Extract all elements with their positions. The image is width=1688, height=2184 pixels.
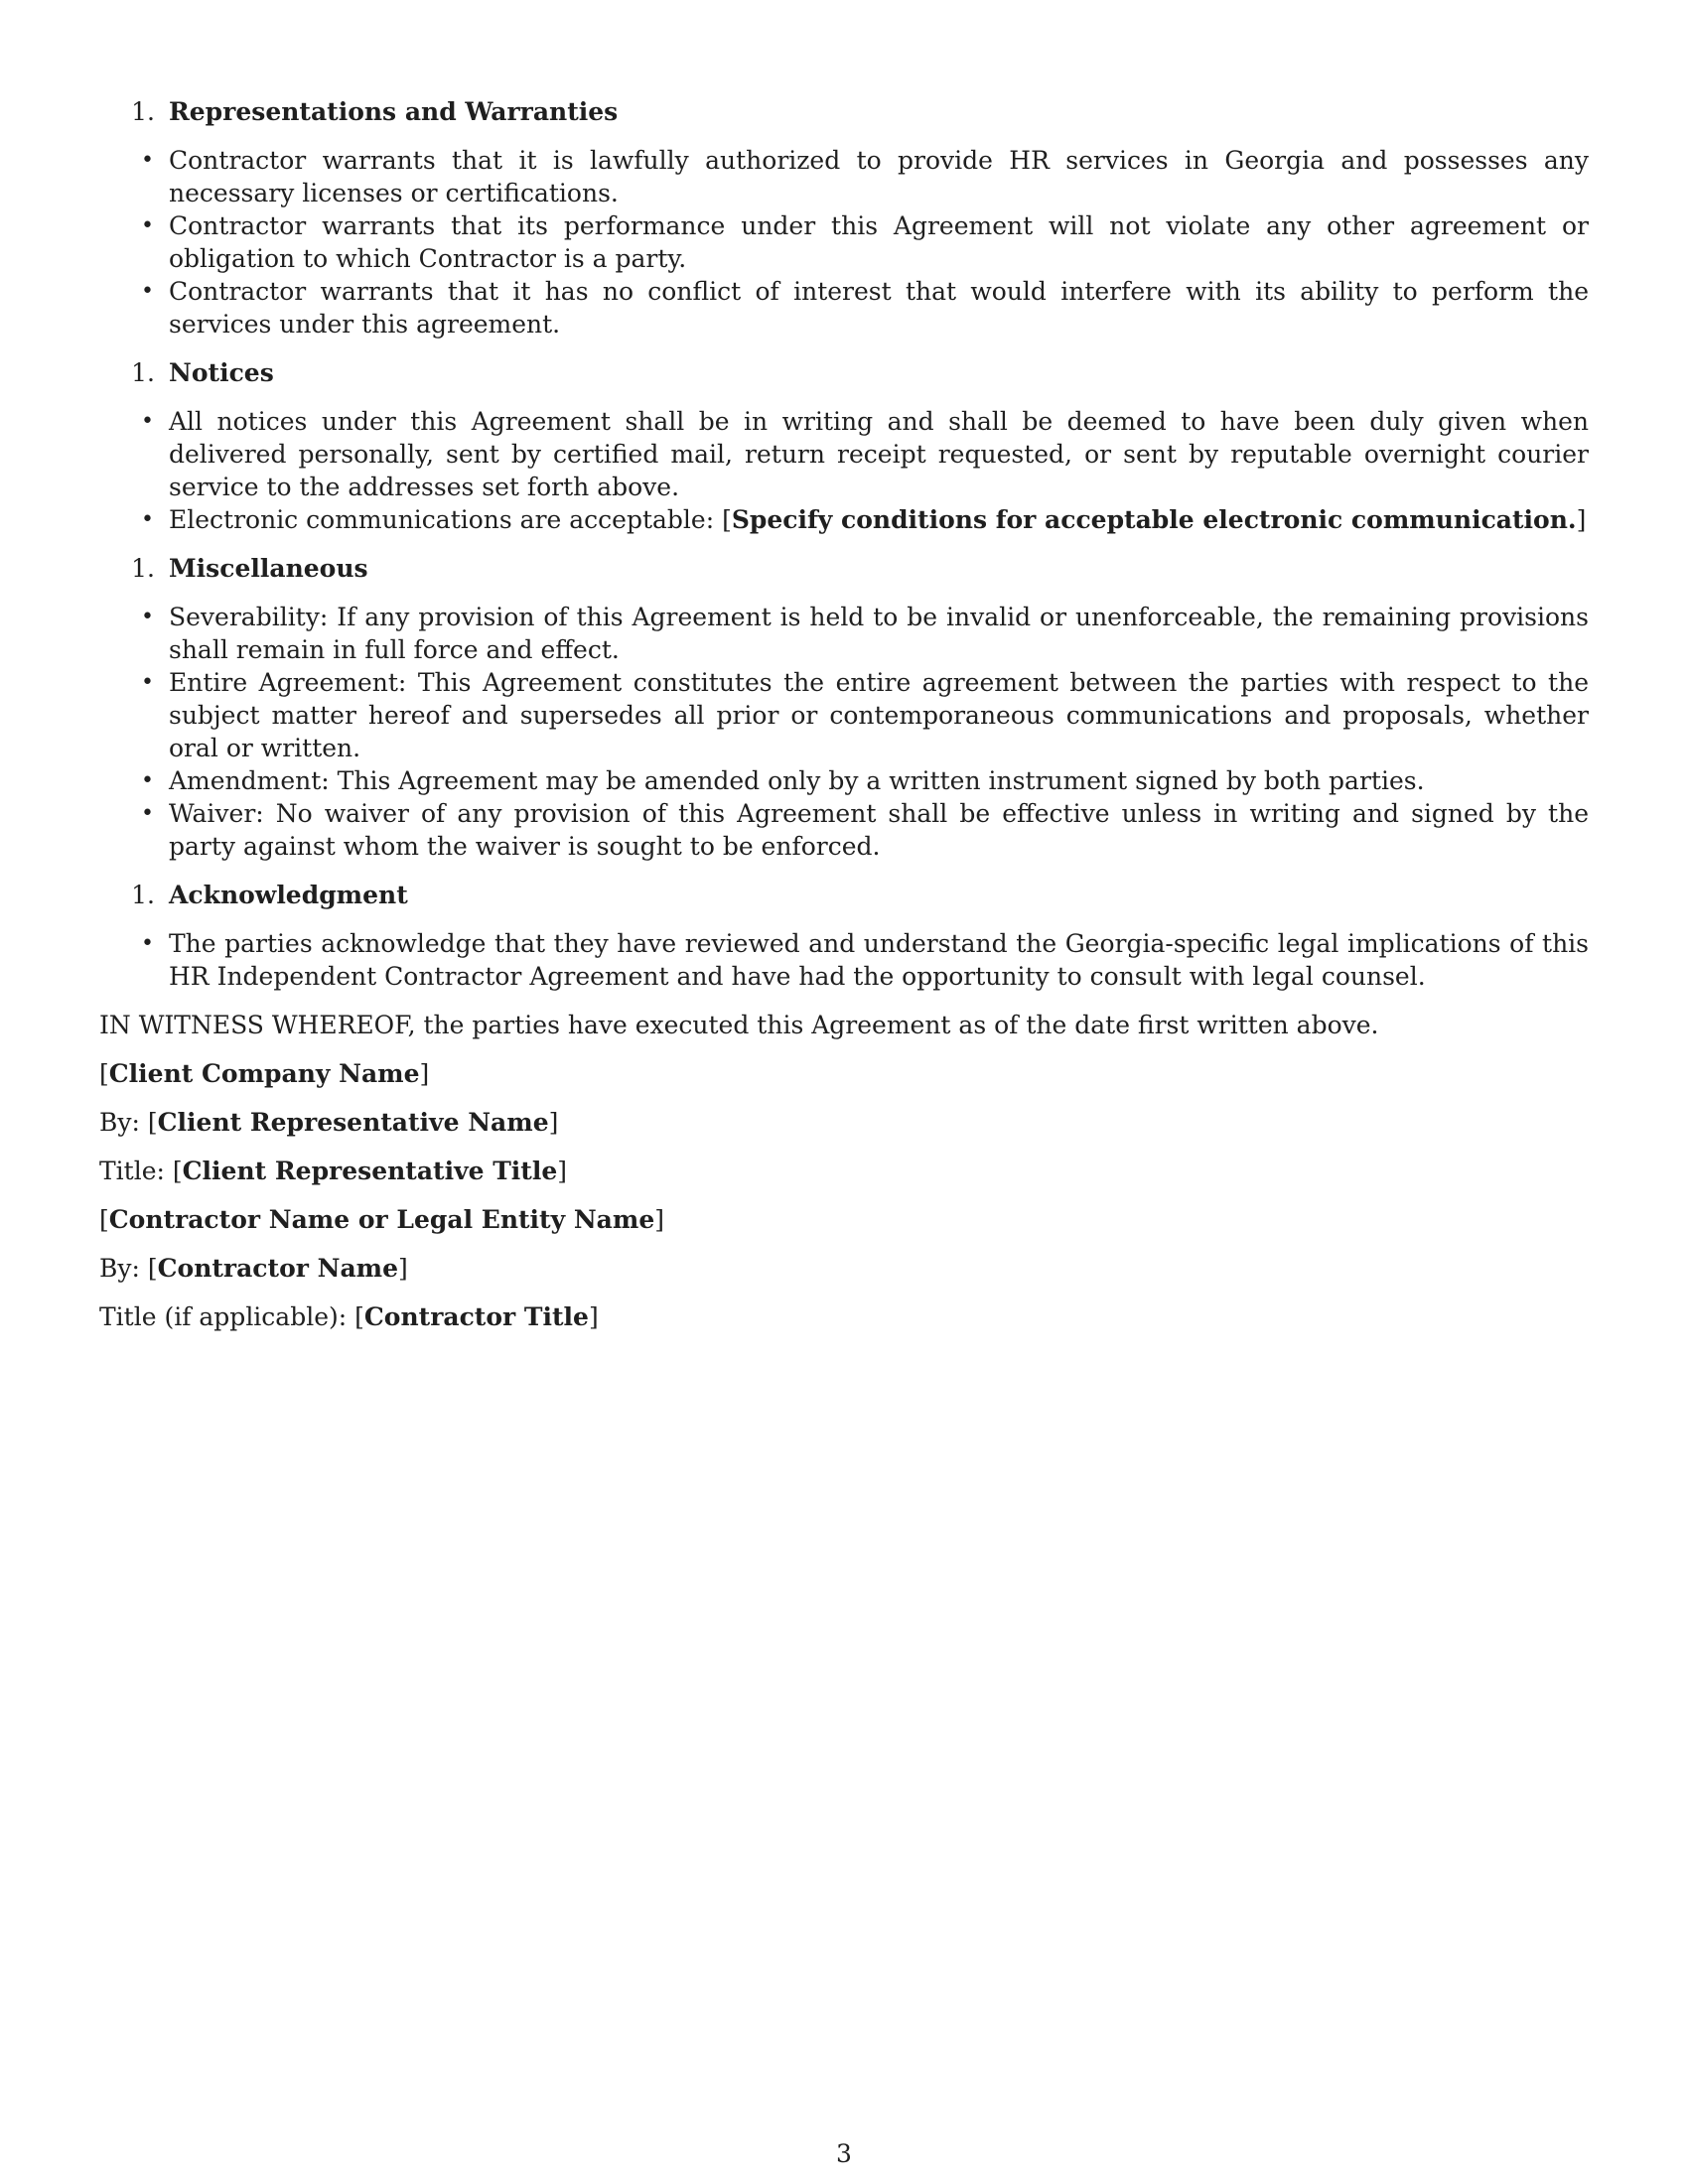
section-number: 1. <box>131 554 155 583</box>
bullet-icon: • <box>141 213 154 238</box>
client-by-line: By: [Client Representative Name] <box>99 1108 559 1137</box>
list-item: • Amendment: This Agreement may be amended only by a written instrument signed by both parties. <box>141 766 1425 795</box>
list-item: • The parties acknowledge that they have reviewed and understand the Georgia-specific legal implications of this HR Independent Contractor Agreement and have had the opportunity to consult with legal counsel. <box>141 929 1589 991</box>
bullet-icon: • <box>141 148 154 173</box>
section-number: 1. <box>131 97 155 126</box>
bullet-icon: • <box>141 768 154 793</box>
placeholder-electronic-conditions: Specify conditions for acceptable electronic communication. <box>731 505 1577 534</box>
section-heading-acknowledgment <box>99 879 1589 911</box>
list-item: • Contractor warrants that it is lawfully authorized to provide HR services in Georgia and possesses any necessary licenses or certifications. <box>141 146 1589 207</box>
section-title: Acknowledgment <box>169 881 408 909</box>
section-heading-notices <box>99 356 1589 389</box>
bullet-list-miscellaneous <box>99 601 1589 863</box>
bullet-icon: • <box>141 409 154 434</box>
section-title: Miscellaneous <box>169 554 368 583</box>
section-heading-representations <box>99 95 1589 128</box>
list-item: • Contractor warrants that it has no conflict of interest that would interfere with its ability to perform the services under this agreement. <box>141 277 1589 339</box>
bullet-list-notices <box>99 405 1589 536</box>
bullet-icon: • <box>141 605 154 629</box>
list-item: • All notices under this Agreement shall be in writing and shall be deemed to have been duly given when delivered personally, sent by certified mail, return receipt requested, or sent by reputable overnight courier service to the addresses set forth above. <box>141 407 1589 501</box>
section-heading-miscellaneous <box>99 552 1589 585</box>
document-page <box>99 95 1589 1349</box>
list-item: • Electronic communications are acceptable: [Specify conditions for acceptable electronic communication.] <box>141 505 1587 534</box>
bullet-icon: • <box>141 670 154 695</box>
list-item: • Waiver: No waiver of any provision of this Agreement shall be effective unless in writing and signed by the party against whom the waiver is sought to be enforced. <box>141 799 1589 861</box>
bullet-icon: • <box>141 279 154 304</box>
section-number: 1. <box>131 881 155 909</box>
bullet-list-acknowledgment <box>99 927 1589 993</box>
bullet-icon: • <box>141 801 154 826</box>
witness-clause: IN WITNESS WHEREOF, the parties have executed this Agreement as of the date first written above. <box>99 1011 1379 1039</box>
contractor-entity-line: [Contractor Name or Legal Entity Name] <box>99 1205 665 1234</box>
page-number: 3 <box>836 2139 852 2168</box>
list-item: • Severability: If any provision of this Agreement is held to be invalid or unenforceable, the remaining provisions shall remain in full force and effect. <box>141 603 1589 664</box>
bullet-icon: • <box>141 931 154 956</box>
section-title: Representations and Warranties <box>169 97 619 126</box>
section-title: Notices <box>169 358 274 387</box>
client-title-line: Title: [Client Representative Title] <box>99 1157 568 1185</box>
list-item: • Entire Agreement: This Agreement constitutes the entire agreement between the parties with respect to the subject matter hereof and supersedes all prior or contemporaneous communications and proposals, whether oral or written. <box>141 668 1589 762</box>
list-item: • Contractor warrants that its performance under this Agreement will not violate any other agreement or obligation to which Contractor is a party. <box>141 211 1589 273</box>
contractor-title-line: Title (if applicable): [Contractor Title] <box>99 1302 599 1331</box>
section-number: 1. <box>131 358 155 387</box>
contractor-by-line: By: [Contractor Name] <box>99 1254 408 1283</box>
bullet-list-representations <box>99 144 1589 341</box>
client-company-line: [Client Company Name] <box>99 1059 430 1088</box>
bullet-icon: • <box>141 507 154 532</box>
